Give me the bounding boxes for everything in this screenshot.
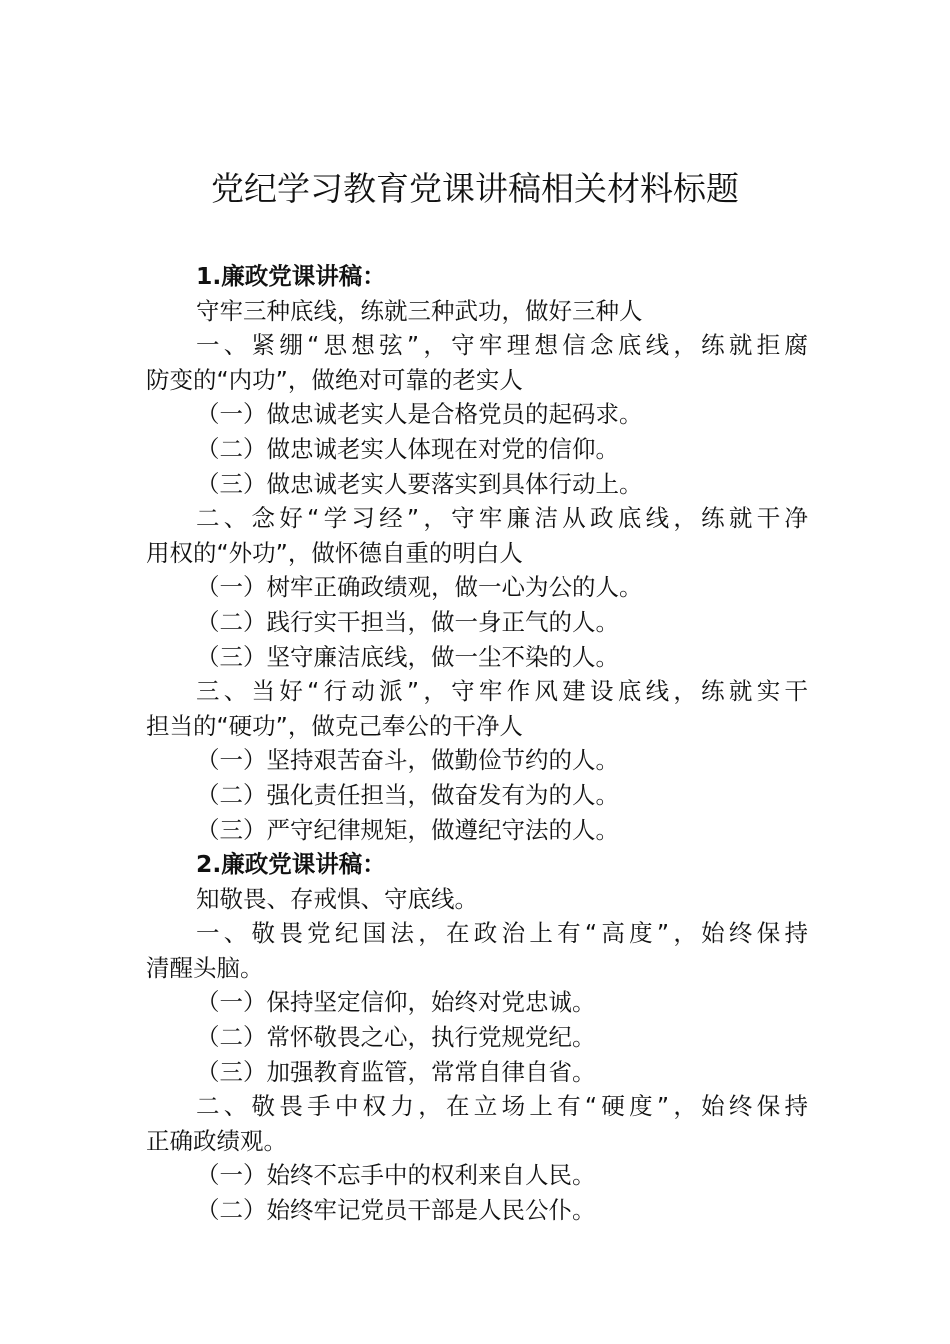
text-line: （一）始终不忘手中的权利来自人民。 xyxy=(196,1161,596,1190)
text-line: 防变的“内功”，做绝对可靠的老实人 xyxy=(146,365,523,394)
text-line: （三）加强教育监管，常常自律自省。 xyxy=(196,1057,596,1086)
text-line: 守牢三种底线，练就三种武功，做好三种人 xyxy=(196,296,643,325)
section-heading: 2.廉政党课讲稿： xyxy=(196,850,386,879)
text-line: （二）常怀敬畏之心，执行党规党纪。 xyxy=(196,1023,596,1052)
document-title: 党纪学习教育党课讲稿相关材料标题 xyxy=(211,169,739,208)
text-line: （二）始终牢记党员干部是人民公仆。 xyxy=(196,1196,596,1225)
text-line: 清醒头脑。 xyxy=(146,953,264,982)
document-body xyxy=(146,259,808,1228)
section-heading: 1.廉政党课讲稿： xyxy=(196,262,386,290)
text-line: （一）保持坚定信仰，始终对党忠诚。 xyxy=(196,988,596,1017)
text-line: 二、敬畏手中权力，在立场上有“硬度”，始终保持 xyxy=(196,1092,808,1121)
text-line: （三）坚守廉洁底线，做一尘不染的人。 xyxy=(196,642,619,671)
text-line: 一、紧绷“思想弦”，守牢理想信念底线，练就拒腐 xyxy=(196,331,808,360)
text-line: （一）做忠诚老实人是合格党员的起码求。 xyxy=(196,400,643,429)
text-line: （二）强化责任担当，做奋发有为的人。 xyxy=(196,780,619,809)
text-line: 二、念好“学习经”，守牢廉洁从政底线，练就干净 xyxy=(196,504,808,533)
text-line: 三、当好“行动派”，守牢作风建设底线，练就实干 xyxy=(196,677,808,706)
text-line: （一）坚持艰苦奋斗，做勤俭节约的人。 xyxy=(196,746,619,775)
text-line: 用权的“外功”，做怀德自重的明白人 xyxy=(146,538,523,567)
text-line: （二）做忠诚老实人体现在对党的信仰。 xyxy=(196,434,619,463)
text-line: 正确政绩观。 xyxy=(146,1126,287,1155)
text-line: 知敬畏、存戒惧、守底线。 xyxy=(196,884,478,913)
text-line: 担当的“硬功”，做克己奉公的干净人 xyxy=(146,711,523,740)
text-line: （一）树牢正确政绩观，做一心为公的人。 xyxy=(196,573,643,602)
text-line: （二）践行实干担当，做一身正气的人。 xyxy=(196,607,619,636)
text-line: （三）做忠诚老实人要落实到具体行动上。 xyxy=(196,469,643,498)
text-line: 一、敬畏党纪国法，在政治上有“高度”，始终保持 xyxy=(196,919,808,948)
text-line: （三）严守纪律规矩，做遵纪守法的人。 xyxy=(196,815,619,844)
